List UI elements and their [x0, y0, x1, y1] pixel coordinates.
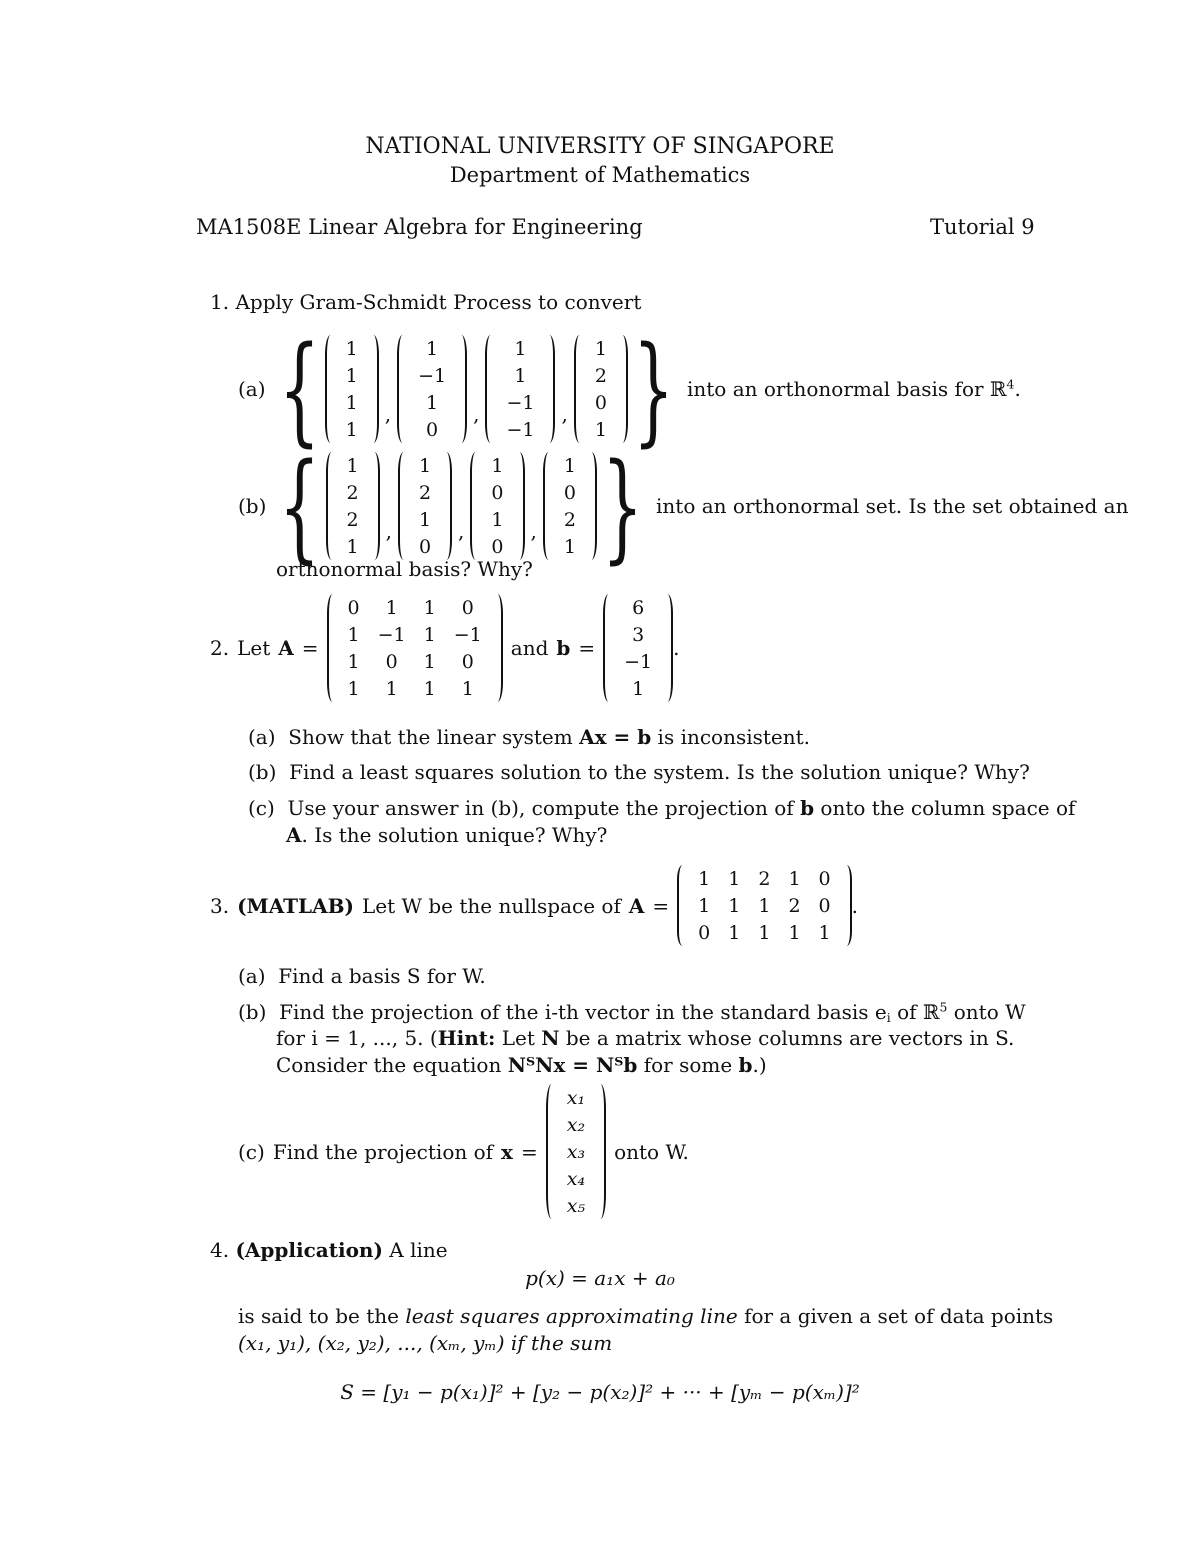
q3b-line-3: Consider the equation NᵀNx = Nᵀb for some b.) — [276, 1053, 767, 1077]
q1b-label: (b) — [238, 494, 267, 518]
tutorial-number: Tutorial 9 — [930, 215, 1035, 239]
q2c-continuation: A. Is the solution unique? Why? — [286, 823, 608, 847]
q2c: (c) Use your answer in (b), compute the projection of b onto the column space of — [248, 796, 1076, 820]
question-1a: (a) { 1 1 1 1 , 1 −1 1 0 , 1 1 −1 −1 , 1 2 0 1 } into an orthonormal basis for ℝ$^4$. — [238, 320, 1021, 458]
q4-paragraph-line-2: (x₁, y₁), (x₂, y₂), ..., (xₘ, yₘ) if the sum — [238, 1331, 613, 1355]
q2b: (b) Find a least squares solution to the system. Is the solution unique? Why? — [248, 760, 1030, 784]
left-brace-icon: { — [278, 320, 320, 458]
department-name: Department of Mathematics — [449, 163, 751, 187]
right-brace-icon: } — [632, 320, 675, 458]
q1a-vector-2: 1 −1 1 0 — [397, 335, 467, 443]
q1b-vector-1: 1 2 2 1 — [326, 452, 380, 560]
q1b-text: into an orthonormal set. Is the set obtained an — [656, 494, 1129, 518]
q1a-vector-3: 1 1 −1 −1 — [485, 335, 555, 443]
question-3: 3. (MATLAB) Let W be the nullspace of A = 1 1 2 1 0 1 1 1 2 0 0 1 1 1 1 . — [210, 865, 858, 946]
question-1b: (b) { 1 2 2 1 , 1 2 1 0 , 1 0 1 0 , 1 0 2 1 } into an orthonormal set. Is the set obtained an — [238, 437, 1129, 575]
q1a-vector-4: 1 2 0 1 — [574, 335, 628, 443]
q4-sum-formula: S = [y₁ − p(x₁)]² + [y₂ − p(x₂)]² + ··· + [yₘ − p(xₘ)]² — [340, 1380, 860, 1404]
q3b-line-2: for i = 1, ..., 5. (Hint: Let N be a matrix whose columns are vectors in S. — [276, 1026, 1015, 1050]
q3a: (a) Find a basis S for W. — [238, 964, 486, 988]
q1a-vector-1: 1 1 1 1 — [325, 335, 379, 443]
q4-formula: p(x) = a₁x + a₀ — [525, 1266, 675, 1290]
q1b-vector-2: 1 2 1 0 — [398, 452, 452, 560]
right-brace-icon: } — [601, 437, 644, 575]
q1b-vector-4: 1 0 2 1 — [543, 452, 597, 560]
question-4: 4. (Application) A line — [210, 1238, 448, 1262]
left-brace-icon: { — [279, 437, 321, 575]
q1a-label: (a) — [238, 377, 266, 401]
q3-matrix-a: 1 1 2 1 0 1 1 1 2 0 0 1 1 1 1 — [677, 865, 851, 946]
q4-paragraph-line-1: is said to be the least squares approximating line for a given a set of data points — [238, 1304, 1054, 1328]
q2a: (a) Show that the linear system Ax = b is inconsistent. — [248, 725, 811, 749]
q1a-text: into an orthonormal basis for ℝ$^4$. — [686, 376, 1021, 401]
q2-matrix-a: 0 1 1 0 1 −1 1 −1 1 0 1 0 1 1 1 1 — [327, 594, 503, 702]
q3b: (b) Find the projection of the i-th vector in the standard basis $e_i$ of ℝ$^5$ onto W — [238, 999, 1026, 1026]
q3c-vector-x: x₁ x₂ x₃ x₄ x₅ — [546, 1084, 606, 1219]
q3c: (c) Find the projection of x = x₁ x₂ x₃ x₄ x₅ onto W. — [238, 1084, 689, 1219]
q1b-continuation: orthonormal basis? Why? — [276, 557, 533, 581]
question-1-intro: 1. Apply Gram-Schmidt Process to convert — [210, 290, 642, 314]
q1b-vector-3: 1 0 1 0 — [470, 452, 524, 560]
university-title: NATIONAL UNIVERSITY OF SINGAPORE — [365, 134, 835, 159]
q2-vector-b: 6 3 −1 1 — [603, 594, 673, 702]
question-2: 2. Let A = 0 1 1 0 1 −1 1 −1 1 0 1 0 1 1 1 1 and b = 6 3 −1 1 . — [210, 594, 680, 702]
course-title: MA1508E Linear Algebra for Engineering — [196, 215, 643, 239]
